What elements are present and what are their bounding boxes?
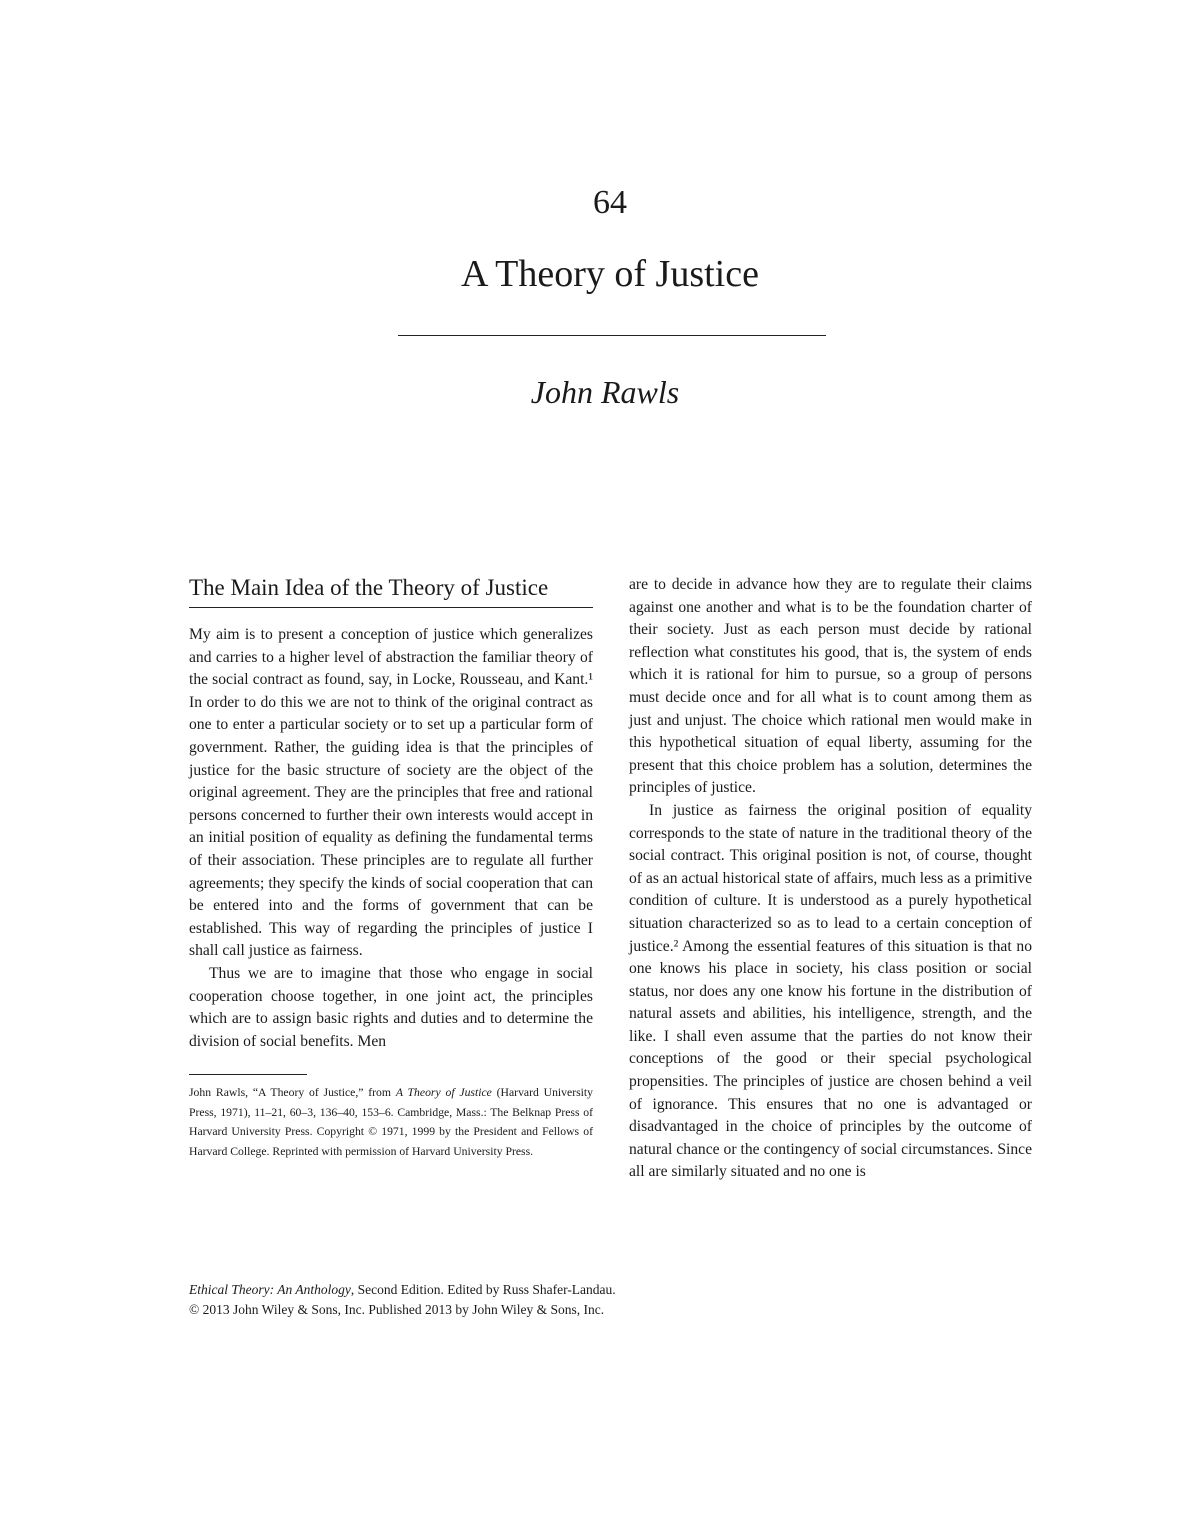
section-heading: The Main Idea of the Theory of Justice xyxy=(189,572,593,608)
footnote xyxy=(189,1083,593,1161)
paragraph: My aim is to present a conception of justice which generalizes and carries to a higher level of abstraction the familiar theory of the social contract as found, say, in Locke, Rousseau, and Kant.¹ In order to do this we are not to think of the original contract as one to enter a particular society or to set up a particular form of government. Rather, the guiding idea is that the principles of justice for the basic structure of society are the object of the original agreement. They are the principles that free and rational persons concerned to further their own interests would accept in an initial position of equality as defining the fundamental terms of their association. These principles are to regulate all further agreements; they specify the kinds of social cooperation that can be entered into and the forms of government that can be established. This way of regarding the principles of justice I shall call justice as fairness. xyxy=(189,626,593,960)
chapter-number: 64 xyxy=(593,184,627,221)
edition-info xyxy=(189,1280,889,1320)
anthology-title: Ethical Theory: An Anthology xyxy=(189,1282,351,1297)
footnote-rule xyxy=(189,1074,307,1075)
paragraph: are to decide in advance how they are to regulate their claims against one another and what is to be the foundation charter of their society. Just as each person must decide by rational reflection what constitutes his good, that is, the system of ends which it is rational for him to pursue, so a group of persons must decide once and for all what is to count among them as just and unjust. The choice which rational men would make in this hypothetical situation of equal liberty, assuming for the present that this choice problem has a solution, determines the principles of justice. xyxy=(629,576,1032,797)
footnote-text-end: (Harvard University Press, 1971), 11–21, 60–3, 136–40, 153–6. Cambridge, Mass.: The Belknap Press of Harvard University Press. Copyright © 1971, 1999 by the President and Fellows of Harvard College. Reprinted with permission of Harvard University Press. xyxy=(189,1086,593,1158)
right-column xyxy=(629,574,1032,1184)
paragraph: Thus we are to imagine that those who engage in social cooperation choose together, in one joint act, the principles which are to assign basic rights and duties and to determine the division of social benefits. Men xyxy=(189,964,593,1050)
footnote-text-start: John Rawls, “A Theory of Justice,” from xyxy=(189,1086,396,1100)
edition-line-1 xyxy=(189,1280,889,1300)
copyright-line: © 2013 John Wiley & Sons, Inc. Published 2013 by John Wiley & Sons, Inc. xyxy=(189,1302,605,1317)
edition-details: , Second Edition. Edited by Russ Shafer-Landau. xyxy=(350,1282,616,1297)
title-rule xyxy=(398,335,826,336)
left-column xyxy=(189,572,593,1161)
author-name: John Rawls xyxy=(530,374,680,410)
footnote-book-title: A Theory of Justice xyxy=(395,1086,492,1100)
paragraph: In justice as fairness the original position of equality corresponds to the state of nature in the traditional theory of the social contract. This original position is not, of course, thought of as an actual historical state of affairs, much less as a primitive condition of culture. It is understood as a purely hypothetical situation characterized so as to lead to a certain conception of justice.² Among the essential features of this situation is that no one knows his place in society, his class position or social status, nor does any one know his fortune in the distribution of natural assets and abilities, his intelligence, strength, and the like. I shall even assume that the parties do not know their conceptions of the good or their special psychological propensities. The principles of justice are chosen behind a veil of ignorance. This ensures that no one is advantaged or disadvantaged in the choice of principles by the outcome of natural chance or the contingency of social circumstances. Since all are similarly situated and no one is xyxy=(629,801,1032,1181)
chapter-title: A Theory of Justice xyxy=(461,253,759,295)
